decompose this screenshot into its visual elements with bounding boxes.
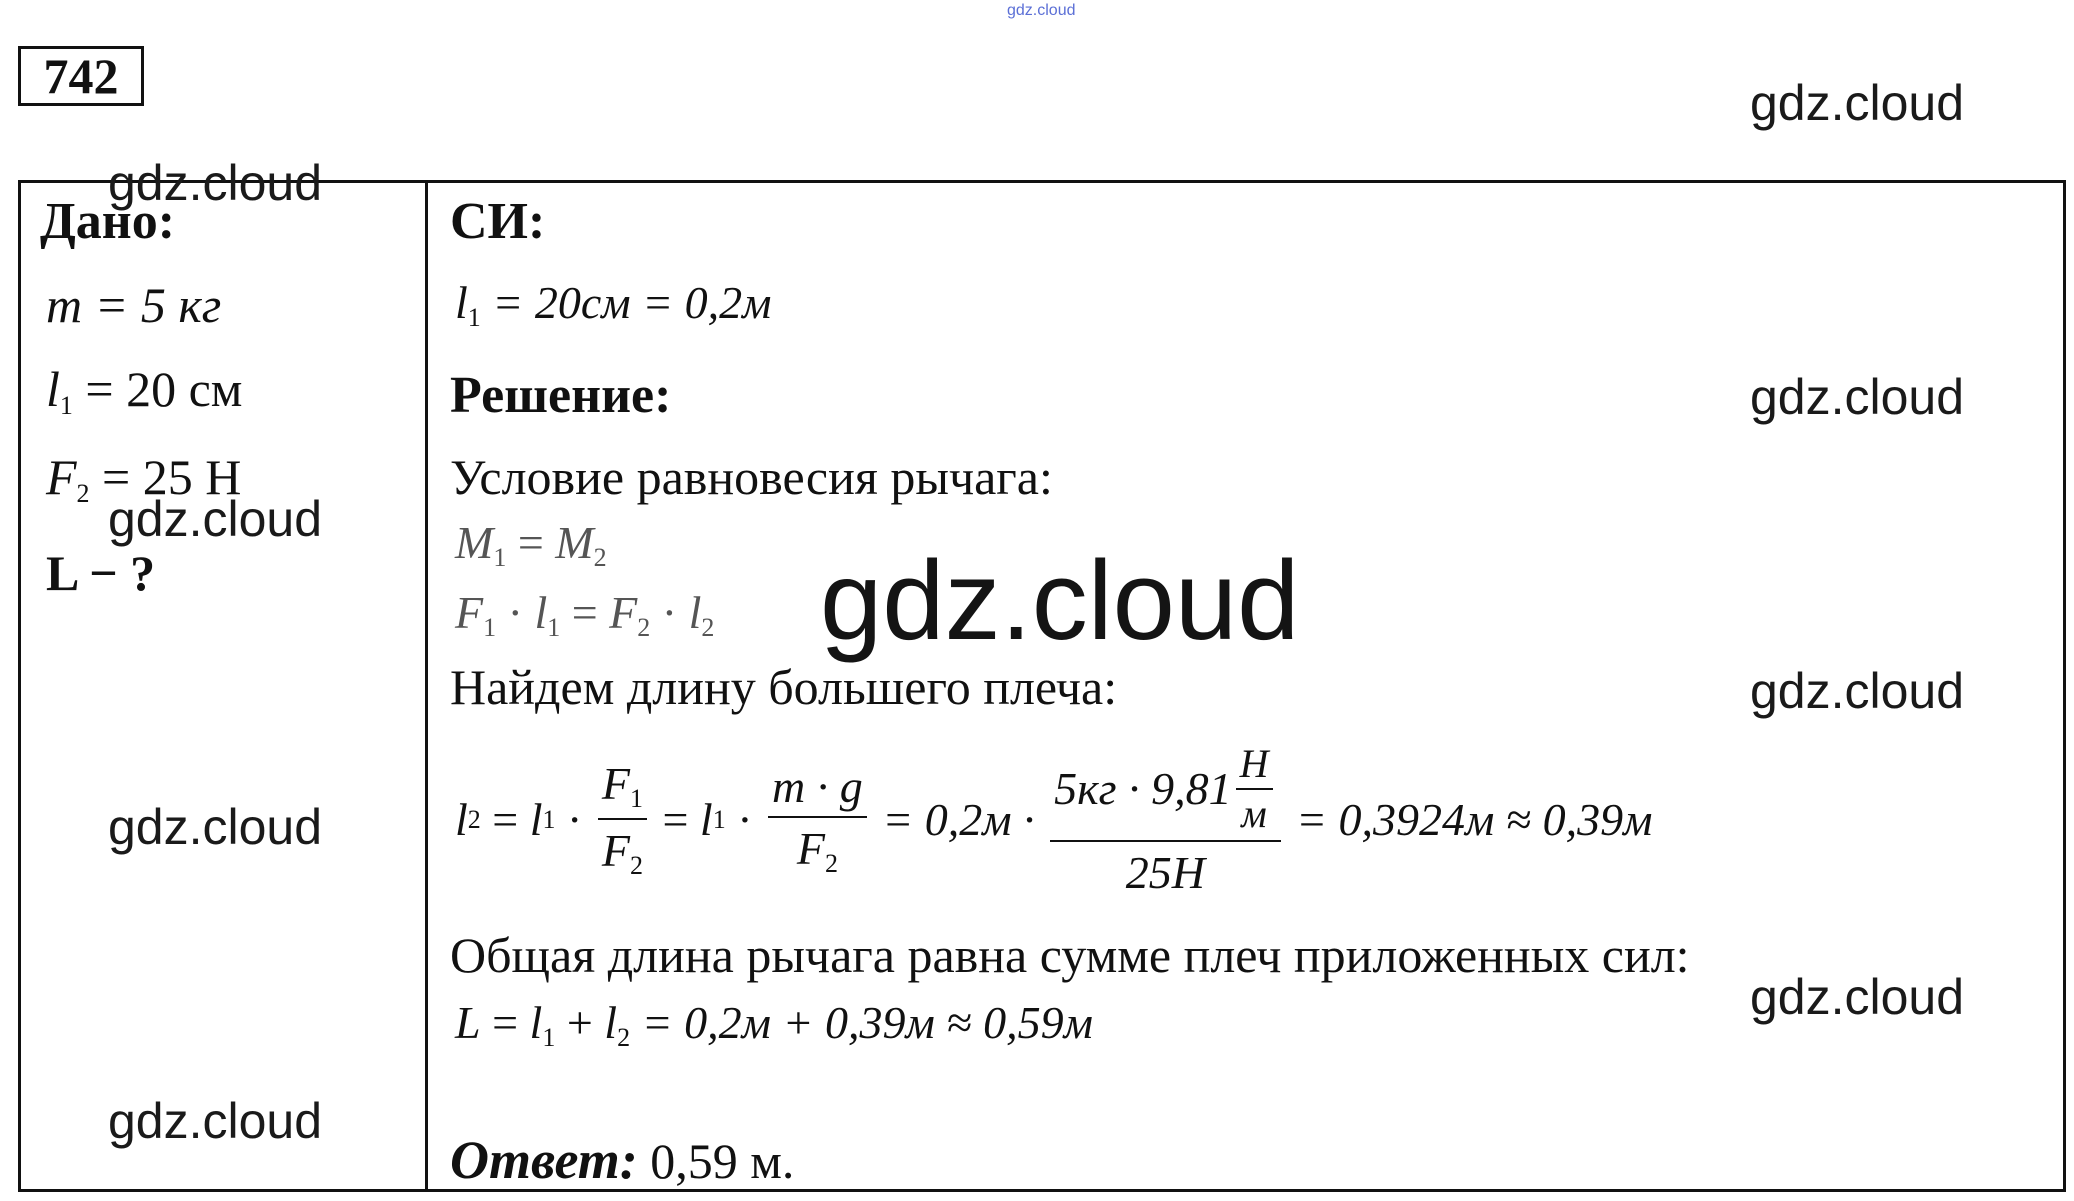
symbol: l [529, 794, 543, 845]
operator: + [555, 997, 605, 1048]
given-l1 [46, 361, 243, 420]
symbol: F [601, 825, 630, 876]
symbol: M [455, 517, 494, 568]
si-conversion [455, 277, 772, 332]
operator: = 0,2м · [870, 794, 1047, 845]
fraction-f1-f2 [598, 758, 647, 880]
numerator-value: 5кг · 9,81 [1054, 763, 1232, 814]
subscript: 1 [547, 613, 561, 642]
operator: · [555, 794, 594, 845]
symbol: F [796, 822, 825, 874]
value: = 20см = 0,2м [480, 277, 772, 328]
subscript: 1 [629, 784, 643, 813]
column-divider [425, 180, 428, 1192]
operator: · [650, 587, 689, 638]
find-label: Найдем длину большего плеча: [450, 659, 1118, 715]
value: = 20 см [72, 361, 243, 417]
result: = 0,2м + 0,39м ≈ 0,59м [630, 997, 1093, 1048]
symbol: F [46, 449, 77, 505]
subscript: 2 [637, 613, 651, 642]
watermark: gdz.cloud [1750, 969, 1965, 1025]
watermark: gdz.cloud [108, 1093, 323, 1149]
fraction-unit [1236, 741, 1273, 836]
watermark: gdz.cloud [1750, 663, 1965, 719]
subscript: 1 [712, 805, 726, 834]
watermark-center: gdz.cloud [820, 538, 1300, 663]
denominator-value: 25Н [1125, 847, 1205, 898]
operator: = [506, 517, 556, 568]
subscript: 2 [824, 848, 838, 878]
symbol: m · g [772, 760, 863, 812]
total-equation [455, 997, 1093, 1052]
given-header: Дано: [40, 193, 176, 250]
fraction-numeric [1050, 741, 1280, 898]
total-label: Общая длина рычага равна сумме плеч приложенных сил: [450, 927, 1690, 983]
subscript: 2 [617, 1023, 631, 1052]
lever-calculation [455, 725, 1653, 915]
subscript: 1 [59, 391, 73, 420]
subscript: 1 [542, 805, 556, 834]
symbol: l [455, 277, 468, 328]
problem-number: 742 [18, 46, 144, 106]
given-mass [46, 277, 222, 333]
given-find: L − ? [46, 545, 156, 601]
watermark: gdz.cloud [108, 491, 323, 547]
symbol: F [601, 758, 630, 809]
operator: = [480, 997, 530, 1048]
symbol: l [699, 794, 713, 845]
symbol: l [529, 997, 543, 1048]
operator: · [496, 587, 535, 638]
fraction-mg-f2 [768, 760, 867, 878]
subscript: 2 [629, 851, 643, 880]
watermark: gdz.cloud [1750, 369, 1965, 425]
answer-value: 0,59 м. [637, 1133, 795, 1189]
forces-equation [455, 587, 715, 642]
unit: м [1241, 791, 1267, 836]
operator: = [650, 794, 700, 845]
result: = 0,3924м ≈ 0,39м [1284, 794, 1653, 845]
si-header: СИ: [450, 193, 546, 250]
symbol: L [455, 997, 481, 1048]
watermark: gdz.cloud [108, 799, 323, 855]
moments-equation [455, 517, 607, 572]
symbol: M [555, 517, 594, 568]
subscript: 2 [593, 543, 607, 572]
subscript: 1 [493, 543, 507, 572]
mass-value: m = 5 кг [46, 277, 222, 333]
symbol: l [46, 361, 60, 417]
subscript: 2 [467, 805, 481, 834]
answer [450, 1130, 795, 1190]
symbol: l [534, 587, 548, 638]
subscript: 2 [701, 613, 715, 642]
symbol: F [455, 587, 484, 638]
operator: · [725, 794, 765, 845]
watermark-top: gdz.cloud [1007, 2, 1076, 19]
value: = 25 Н [89, 449, 242, 505]
symbol: l [604, 997, 618, 1048]
answer-label: Ответ: [450, 1130, 638, 1190]
condition-label: Условие равновесия рычага: [450, 449, 1053, 505]
symbol: l [455, 794, 468, 845]
subscript: 2 [76, 479, 90, 508]
operator: = [560, 587, 610, 638]
subscript: 1 [467, 303, 481, 332]
watermark: gdz.cloud [1750, 75, 1965, 131]
subscript: 1 [483, 613, 497, 642]
symbol: F [609, 587, 638, 638]
solution-header: Решение: [450, 367, 672, 424]
unit: Н [1239, 741, 1269, 786]
symbol: l [688, 587, 702, 638]
subscript: 1 [542, 1023, 556, 1052]
operator: = [480, 794, 530, 845]
watermark: gdz.cloud [108, 155, 323, 211]
